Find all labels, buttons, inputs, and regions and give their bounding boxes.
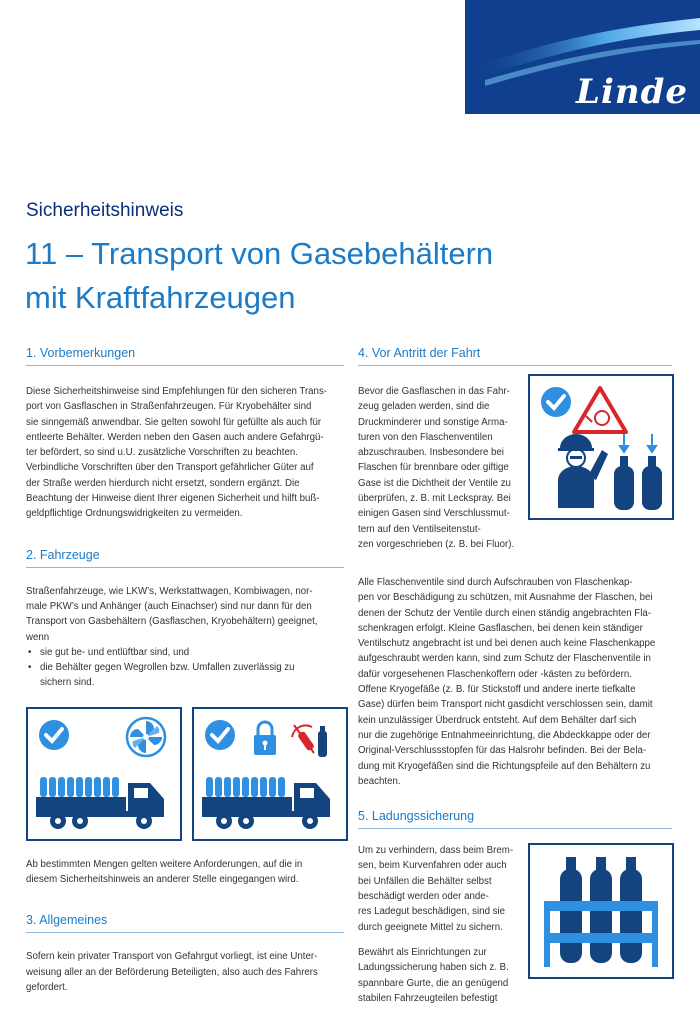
fan-icon [127,718,165,756]
document-title [25,232,585,320]
vor-antritt-intro [358,384,672,555]
text-line: weisung aller an der Beförderung Beteiligten, also auch des Fahrers [26,966,318,978]
text-line: dung mit Kryogefäßen sind die Richtungspfeile auf den Behältern zu [358,760,651,772]
text-line: aufgeschraubt werden kann, sind zum Schutz der Flaschenventile in [358,653,651,665]
text-line: Flaschen für brennbare oder giftige [358,462,509,474]
text-line: ter befördert, so sind u.U. zusätzliche Vorschriften zu beachten. [26,447,298,459]
text-line: Straßenfahrzeuge, wie LKW’s, Werkstattwagen, Kombiwagen, nor- [26,585,313,597]
paragraph-vor-antritt [358,575,672,789]
text-line: male PKW’s und Anhänger (auch Einachser) sind nur dann für den [26,600,312,612]
secured-truck-pictogram [192,707,348,841]
text-line: Gase ist die Dichtheit der Ventile zu [358,477,511,489]
text-line: Verbindliche Vorschriften über den Transport gefährlicher Güter auf [26,462,314,474]
text-line: einigen Gasen sind Verschlussmut- [358,508,510,520]
text-line: sie sinngemäß anwendbar. Sie gelten sowohl für gefüllte als auch für [26,416,322,428]
text-line: res Ladegut beschädigen, sind sie [358,906,506,918]
text-line: Alle Flaschenventile sind durch Aufschrauben von Flaschenkap- [358,577,633,588]
text-line: Ventilschutz angebracht ist und bei denen auch keine Flaschenkappe [358,638,656,650]
no-falling-cylinder-icon [292,725,327,757]
text-line: Ladungssicherung haben sich z. B. [358,962,509,974]
text-line: port von Gasflaschen in Straßenfahrzeugen. Für Kryobehälter sind [26,401,312,413]
text-line: Beachtung der Hinweise dient Ihrer eigenen Sicherheit und hilft buß- [26,493,320,505]
checkmark-icon [39,720,69,750]
text-line: entleerte Behälter. Werden neben den Gasen auch andere Gefahrgü- [26,431,324,443]
text-line: nur die zugehörige Entnahmeeinrichtung, die Abdeckkappe oder der [358,729,651,741]
text-line: spannbare Gurte, die an genügend [358,977,509,989]
text-line: turen von den Flaschenventilen [358,431,493,443]
text-line: stabilen Fahrzeugteilen befestigt [358,992,498,1004]
title-line-1: 11 – Transport von Gasebehältern [25,236,494,271]
text-line: bei Unfällen die Behälter selbst [358,875,492,887]
section-title-fahrzeuge: 2. Fahrzeuge [26,548,344,568]
bullet-item: • die Behälter gegen Wegrollen bzw. Umfallen zuverlässig zu sichern sind. [26,660,344,691]
text-line: abzuschrauben. Insbesondere bei [358,447,504,459]
worker-icon [558,434,608,508]
text-line: sen, beim Kurvenfahren oder auch [358,860,507,872]
text-line: Offene Kryogefäße (z. B. für Stickstoff und andere inerte tiefkalte [358,684,636,696]
section-title-vor-antritt: 4. Vor Antritt der Fahrt [358,346,672,366]
text-line: der Straße werden hierdurch nicht ersetzt, sondern ergänzt. Die [26,477,300,489]
text-line: dafür vorgesehenen Flaschenkoffern oder -kästen zu befördern. [358,668,632,680]
checkmark-icon [205,720,235,750]
text-line: beschädigt werden oder ande- [358,891,489,903]
text-line: kein unzulässiger Überdruck entsteht. Auf dem Behälter darf sich [358,714,637,726]
section-title-allgemeines: 3. Allgemeines [26,913,344,933]
gas-cylinder-icon [614,434,662,510]
text-line: Original-Verschlussstopfen für das Halsrohr befinden. Bei der Bela- [358,745,647,757]
truck-icon [202,777,330,829]
load-securing-pictogram [528,843,674,979]
text-line: beachten. [358,775,401,787]
checkmark-icon [541,387,571,417]
section-title-ladungssicherung: 5. Ladungssicherung [358,809,672,829]
text-line: zen vorgeschrieben (z. B. bei Fluor). [358,538,515,550]
text-line: Um zu verhindern, dass beim Brem- [358,845,514,857]
text-line: Bewährt als Einrichtungen zur [358,946,487,958]
text-line: Gase) dürfen beim Transport nicht gasdicht verschlossen sein, damit [358,699,653,711]
text-line: Ab bestimmten Mengen gelten weitere Anforderungen, auf die in [26,858,303,870]
text-line: Transport von Gasbehältern (Gasflaschen, Kryobehältern) geeignet, [26,616,318,628]
left-column [26,346,344,995]
paragraph-vor-antritt-intro [358,384,528,552]
title-line-2: mit Kraftfahrzeugen [25,280,296,315]
text-line: zeug geladen werden, sind die [358,401,490,413]
paragraph-vorbemerkungen [26,384,344,522]
right-column [358,346,672,1013]
paragraph-allgemeines [26,949,344,995]
text-line: Sofern kein privater Transport von Gefahrgut vorliegt, ist eine Unter- [26,951,318,963]
ventilated-truck-pictogram [26,707,182,841]
paragraph-fahrzeuge-after [26,857,344,888]
text-line: gefordert. [26,981,68,993]
text-line: Bevor die Gasflaschen in das Fahr- [358,386,510,397]
text-line: geldpflichtige Ordnungswidrigkeiten zu vermeiden. [26,508,243,520]
text-line: pen vor Beschädigung zu schützen, mit Ausnahme der Flaschen, bei [358,592,653,604]
text-line: schenkragen erfolgt. Kleine Gasflaschen, bei denen kein ständiger [358,622,643,634]
text-line: Druckminderer und sonstige Arma- [358,416,508,428]
paragraph-fahrzeuge [26,584,344,645]
truck-icon [36,777,164,829]
lock-icon [254,722,276,755]
text-line: überprüfen, z. B. mit Leckspray. Bei [358,493,511,505]
document-subtitle: Sicherheitshinweis [26,200,184,221]
warning-triangle-icon [574,388,626,432]
text-line: Diese Sicherheitshinweise sind Empfehlungen für den sicheren Trans- [26,386,328,397]
fahrzeuge-bullet-list [26,645,344,691]
text-line: durch geeignete Mittel zu sichern. [358,921,503,933]
paragraph-ladungssicherung [358,843,528,1006]
logo-wordmark: Linde [576,72,688,112]
pictogram-row [26,707,344,847]
ladungssicherung-block [358,843,672,1013]
bullet-item: • sie gut be- und entlüftbar sind, und [26,645,344,660]
text-line: diesem Sicherheitshinweis an anderer Stelle eingegangen wird. [26,874,299,886]
text-line: wenn [26,631,50,643]
text-line: denen der Schutz der Ventile durch einen ständig angebrachten Fla- [358,607,651,619]
valve-leak-check-pictogram [528,374,674,520]
linde-logo [465,0,700,114]
text-line: tern auf den Ventilseitenstut- [358,523,481,535]
section-title-vorbemerkungen: 1. Vorbemerkungen [26,346,344,366]
